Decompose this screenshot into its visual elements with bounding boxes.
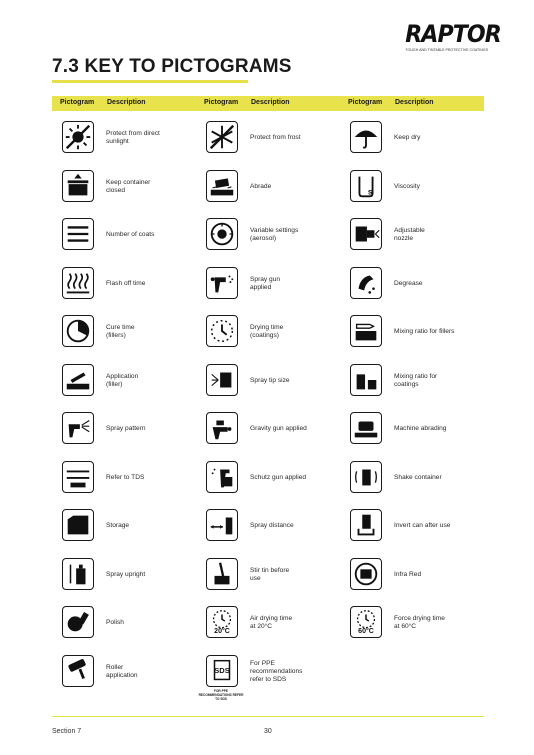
table-row [52,362,484,402]
pictogram-description: Spray pattern [106,425,146,432]
pictogram-description: Storage [106,522,130,529]
pictogram-description: For PPE recommendations refer to SDS [250,659,303,683]
table-row [52,653,484,701]
pictogram-description: Machine abrading [394,425,447,432]
filler-mix-icon [350,315,382,347]
pictogram-entry [52,653,196,693]
pictogram-entry [52,362,196,402]
pictogram-entry [340,168,484,208]
invert-can-icon [350,509,382,541]
pictogram-entry [52,265,196,305]
pictogram-entry [340,362,484,402]
table-row [52,265,484,305]
clock-icon [206,315,238,347]
logo-tagline: TOUGH AND TINTABLE PROTECTIVE COATINGS [405,48,488,52]
pictogram-description: Gravity gun applied [250,425,307,432]
pictogram-entry [52,119,196,159]
roller-icon [62,655,94,687]
spray-distance-icon [206,509,238,541]
pictogram-description: Polish [106,619,124,626]
pictogram-entry [52,168,196,208]
table-row [52,459,484,499]
pie-clock-icon [62,315,94,347]
pictogram-entry [340,265,484,305]
pictogram-description: Spray distance [250,522,294,529]
pictogram-entry [196,313,340,353]
pictogram-entry [52,459,196,499]
pictogram-description: Spray gun applied [250,275,281,291]
pictogram-description: Viscosity [394,182,420,190]
pictogram-description: Number of coats [106,231,155,238]
schutz-gun-icon [206,461,238,493]
pictogram-description: Adjustable nozzle [394,227,425,242]
pictogram-description: Mixing ratio for fillers [394,328,455,335]
pictogram-description: Application (filler) [106,372,139,388]
pictogram-entry [340,119,484,159]
pictogram-entry [196,168,340,208]
pictogram-description: Mixing ratio for coatings [394,372,438,388]
header-description-1: Description [107,99,146,106]
pictogram-description: Force drying time at 60°C [394,615,445,630]
pictogram-description: Variable settings (aerosol) [250,227,299,242]
pictogram-description: Abrade [250,182,272,190]
header-pictogram-2: Pictogram [204,99,239,106]
pictogram-badge: 60°C [358,628,374,635]
table-row [52,507,484,547]
gravity-gun-icon [206,412,238,444]
pictogram-description: Stir tin before use [250,566,290,582]
pictogram-badge: SDS [214,665,230,675]
pictogram-entry [52,313,196,353]
pictogram-entry [196,653,340,701]
table-row [52,410,484,450]
table-row [52,604,484,644]
nozzle-icon [350,218,382,250]
air-dry-icon [206,606,238,638]
pictogram-entry [196,216,340,256]
pictogram-entry [196,556,340,596]
umbrella-icon [350,121,382,153]
pictogram-entry [340,313,484,353]
abrade-icon [206,170,238,202]
footer-page-number: 30 [264,728,272,735]
sunlight-icon [62,121,94,153]
pictogram-description: Keep dry [394,134,421,141]
header-description-2: Description [251,99,290,106]
infra-red-icon [350,558,382,590]
sds-icon [206,655,238,687]
pictogram-entry [196,507,340,547]
table-header [52,96,484,111]
header-description-3: Description [395,99,434,106]
force-dry-icon [350,606,382,638]
pictogram-entry [196,362,340,402]
title-underline [52,80,248,83]
pictogram-badge: 20°C [214,628,230,635]
pictogram-entry [52,216,196,256]
degrease-icon [350,267,382,299]
pictogram-description: Spray upright [106,570,146,578]
pictogram-description: Degrease [394,279,423,287]
pictogram-description: Keep container closed [106,178,151,194]
pictogram-description: Infra Red [394,570,422,578]
pictogram-entry [196,119,340,159]
pictogram-entry [196,265,340,305]
pictogram-entry [340,507,484,547]
table-row [52,119,484,159]
pictogram-entry [52,410,196,450]
footer-rule [52,716,484,717]
pictogram-entry [196,459,340,499]
pictogram-description: Flash off time [106,279,146,287]
table-row [52,313,484,353]
spray-pattern-icon [62,412,94,444]
table-row [52,556,484,596]
logo-wordmark: RAPTOR [405,20,501,48]
header-pictogram-3: Pictogram [348,99,383,106]
storage-icon [62,509,94,541]
header-pictogram-1: Pictogram [60,99,95,106]
pictogram-description: Schutz gun applied [250,473,307,481]
pictogram-description: Invert can after use [394,522,451,529]
pictogram-caption: FOR PPE RECOMMENDATIONS REFER TO SDS [198,688,244,701]
table-row [52,216,484,256]
stir-icon [206,558,238,590]
gauge-icon [206,218,238,250]
pictogram-description: Protect from frost [250,134,301,141]
pictogram-description: Spray tip size [250,376,290,384]
table-row [52,168,484,208]
pictogram-entry [340,410,484,450]
pictogram-entry [196,410,340,450]
viscosity-icon [350,170,382,202]
spray-gun-icon [206,267,238,299]
pictogram-description: Refer to TDS [106,473,145,481]
pictogram-entry [340,216,484,256]
spray-tip-icon [206,364,238,396]
flash-off-icon [62,267,94,299]
pictogram-description: Shake container [394,473,442,481]
pictogram-entry [340,556,484,596]
brand-logo [398,20,501,52]
filler-application-icon [62,364,94,396]
frost-icon [206,121,238,153]
footer-section: Section 7 [52,728,82,735]
coating-mix-icon [350,364,382,396]
tds-icon [62,461,94,493]
pictogram-description: Roller application [106,663,138,679]
polish-icon [62,606,94,638]
pictogram-description: Drying time (coatings) [250,324,284,339]
shake-icon [350,461,382,493]
pictogram-entry [340,604,484,644]
pictogram-entry [340,459,484,499]
pictogram-entry [52,556,196,596]
machine-abrading-icon [350,412,382,444]
pictogram-description: Protect from direct sunlight [106,130,160,145]
page-title: 7.3 KEY TO PICTOGRAMS [52,56,292,77]
closed-container-icon [62,170,94,202]
pictogram-entry [52,507,196,547]
pictogram-entry [52,604,196,644]
pictogram-description: Cure time (fillers) [106,324,135,339]
spray-upright-icon [62,558,94,590]
pictogram-description: Air drying time at 20°C [250,615,293,630]
svg-text:s: s [367,185,373,196]
pictogram-entry [196,604,340,644]
coats-icon [62,218,94,250]
